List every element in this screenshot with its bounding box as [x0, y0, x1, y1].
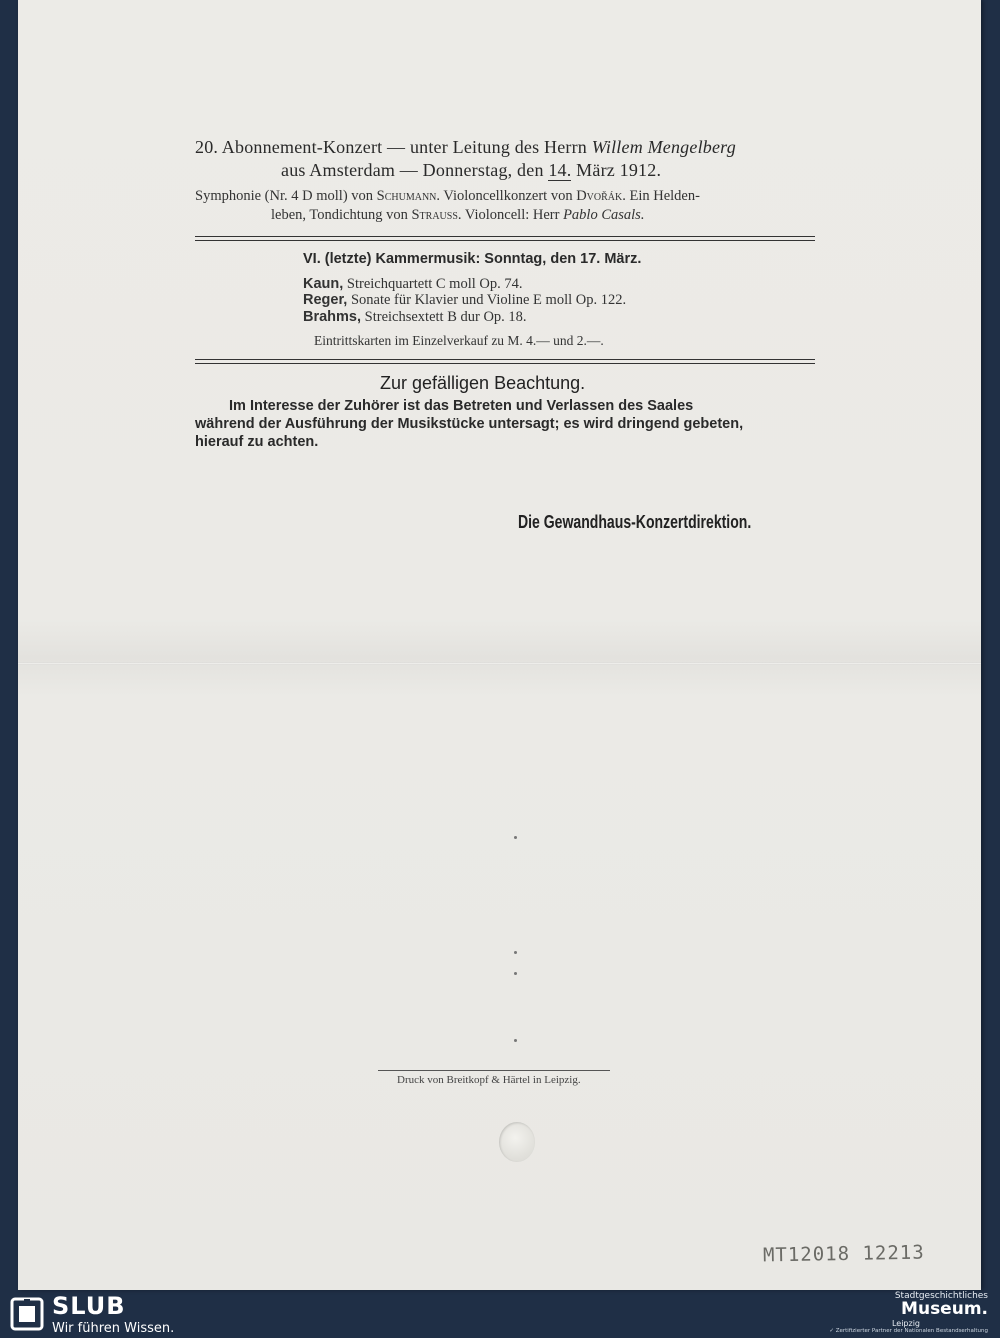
program-line-1: [195, 188, 700, 205]
chamber-work: Sonate für Klavier und Violine E moll Op. 122.: [347, 292, 627, 308]
slub-logo-icon: [10, 1297, 44, 1331]
slub-name: SLUB: [52, 1292, 126, 1320]
notice-line-2: während der Ausführung der Musikstücke untersagt; es wird dringend gebeten,: [195, 416, 744, 432]
composer-schumann: Schumann.: [376, 188, 441, 204]
signature: Die Gewandhaus-Konzertdirektion.: [518, 512, 752, 532]
museum-name: Museum.: [901, 1299, 988, 1319]
notice-line-1: Im Interesse der Zuhörer ist das Betreten und Verlassen des Saales: [229, 398, 694, 414]
concert-line-2: [281, 160, 661, 181]
composer-dvorak: Dvořák.: [576, 188, 626, 204]
slub-tagline: Wir führen Wissen.: [52, 1321, 175, 1336]
notice-title: Zur gefälligen Beachtung.: [380, 373, 586, 393]
printer-rule: [378, 1070, 610, 1071]
concert-title: 20. Abonnement-Konzert — unter Leitung des Herrn: [195, 137, 592, 157]
pinhole: [514, 972, 517, 975]
printer-imprint: Druck von Breitkopf & Härtel in Leipzig.: [397, 1074, 581, 1086]
museum-label: Stadtgeschichtliches: [894, 1291, 988, 1301]
concert-date-prefix: aus Amsterdam — Donnerstag, den: [281, 160, 549, 180]
program-text: Violoncell: Herr: [461, 207, 564, 223]
program-text: leben, Tondichtung von: [271, 207, 412, 223]
chamber-composer: Brahms,: [303, 309, 362, 325]
chamber-work: Streichquartett C moll Op. 74.: [343, 276, 523, 292]
double-rule-bottom: [195, 359, 815, 364]
concert-line-1: [195, 137, 736, 158]
program-text: Ein Helden-: [625, 188, 700, 204]
paper-fold: [18, 662, 981, 665]
shelfmark: MT12018 12213: [762, 1241, 925, 1267]
double-rule-top: [195, 236, 815, 241]
pinhole: [514, 836, 517, 839]
chamber-composer: Kaun,: [303, 276, 344, 292]
composer-strauss: Strauss.: [411, 207, 462, 223]
program-line-2: [271, 207, 644, 224]
concert-day: 14.: [548, 160, 572, 180]
soloist-name: Pablo Casals.: [563, 207, 645, 223]
embossed-seal: [499, 1122, 535, 1162]
program-text: Symphonie (Nr. 4 D moll) von: [195, 188, 377, 204]
chamber-composer: Reger,: [303, 292, 348, 308]
chamber-item: [303, 292, 626, 309]
concert-date-suffix: März 1912.: [571, 160, 662, 180]
document-page: [18, 0, 981, 1290]
museum-city: Leipzig: [891, 1319, 920, 1328]
chamber-item: [303, 309, 527, 326]
pinhole: [514, 951, 517, 954]
conductor-name: Willem Mengelberg: [591, 137, 736, 157]
ticket-info: Eintrittskarten im Einzelverkauf zu M. 4.— und 2.—.: [314, 333, 604, 348]
chamber-heading: VI. (letzte) Kammermusik: Sonntag, den 17. März.: [303, 251, 642, 267]
chamber-work: Streichsextett B dur Op. 18.: [361, 309, 527, 325]
program-text: Violoncellkonzert von: [440, 188, 577, 204]
notice-line-3: hierauf zu achten.: [195, 434, 319, 450]
pinhole: [514, 1039, 517, 1042]
museum-certification: ✓ Zertifizierter Partner der Nationalen Bestandserhaltung: [829, 1328, 988, 1334]
chamber-item: [303, 276, 523, 293]
